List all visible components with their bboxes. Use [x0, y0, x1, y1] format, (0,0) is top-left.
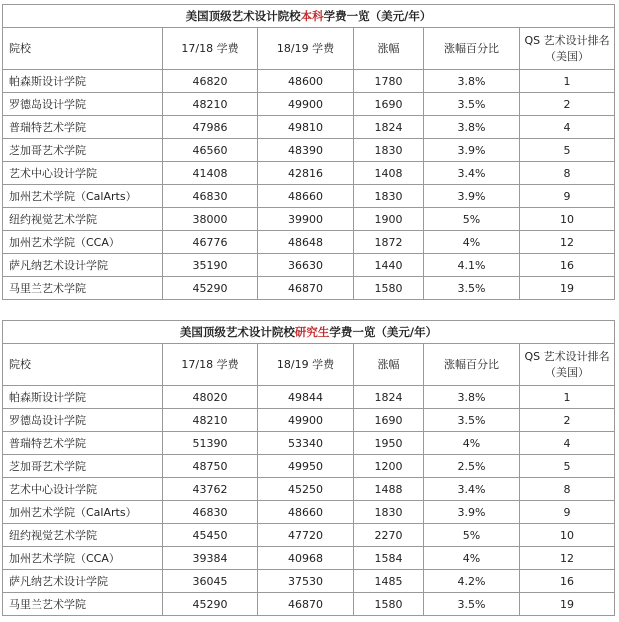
- table-cell: 加州艺术学院（CalArts）: [3, 501, 163, 524]
- table-cell: 4: [520, 116, 615, 139]
- table-cell: 5: [520, 455, 615, 478]
- table-cell: 4.1%: [424, 254, 520, 277]
- table-cell: 53340: [258, 432, 354, 455]
- column-header: QS 艺术设计排名（美国）: [520, 344, 615, 386]
- table-cell: 2270: [354, 524, 424, 547]
- table-row: [3, 185, 615, 208]
- table-cell: 48660: [258, 501, 354, 524]
- table-cell: 48600: [258, 70, 354, 93]
- table-cell: 48390: [258, 139, 354, 162]
- table-cell: 1580: [354, 277, 424, 300]
- table-cell: 1488: [354, 478, 424, 501]
- column-header: 涨幅百分比: [424, 28, 520, 70]
- table-cell: 加州艺术学院（CalArts）: [3, 185, 163, 208]
- table-cell: 1408: [354, 162, 424, 185]
- table-cell: 1485: [354, 570, 424, 593]
- table-cell: 5%: [424, 208, 520, 231]
- table-cell: 10: [520, 208, 615, 231]
- table-cell: 3.4%: [424, 162, 520, 185]
- table-cell: 46776: [163, 231, 258, 254]
- table-cell: 4%: [424, 231, 520, 254]
- table-cell: 37530: [258, 570, 354, 593]
- table-cell: 16: [520, 570, 615, 593]
- table-title-highlight: 研究生: [294, 325, 330, 339]
- table-row: [3, 70, 615, 93]
- table-row: [3, 432, 615, 455]
- table-cell: 45450: [163, 524, 258, 547]
- table-row: [3, 547, 615, 570]
- table-title-suffix: 学费一览（美元/年）: [329, 325, 438, 339]
- undergrad-tuition-table: [2, 4, 615, 300]
- table-cell: 8: [520, 162, 615, 185]
- column-header: 18/19 学费: [258, 344, 354, 386]
- table-row: [3, 455, 615, 478]
- table-cell: 41408: [163, 162, 258, 185]
- table-row: [3, 116, 615, 139]
- table-cell: 1584: [354, 547, 424, 570]
- table-cell: 5: [520, 139, 615, 162]
- table-cell: 46870: [258, 593, 354, 616]
- table-cell: 3.5%: [424, 277, 520, 300]
- table-cell: 马里兰艺术学院: [3, 277, 163, 300]
- table-cell: 45290: [163, 593, 258, 616]
- table-cell: 36045: [163, 570, 258, 593]
- column-header: 院校: [3, 344, 163, 386]
- table-cell: 3.8%: [424, 116, 520, 139]
- table-cell: 1824: [354, 116, 424, 139]
- table-cell: 47986: [163, 116, 258, 139]
- table-row: [3, 409, 615, 432]
- table-cell: 普瑞特艺术学院: [3, 432, 163, 455]
- table-cell: 38000: [163, 208, 258, 231]
- table-cell: 1200: [354, 455, 424, 478]
- table-cell: 3.5%: [424, 593, 520, 616]
- table-cell: 49950: [258, 455, 354, 478]
- table-cell: 1900: [354, 208, 424, 231]
- table-cell: 42816: [258, 162, 354, 185]
- table-cell: 48750: [163, 455, 258, 478]
- table-cell: 3.5%: [424, 93, 520, 116]
- table-cell: 1440: [354, 254, 424, 277]
- table-cell: 12: [520, 231, 615, 254]
- table-cell: 芝加哥艺术学院: [3, 139, 163, 162]
- table-title-prefix: 美国顶级艺术设计院校: [185, 9, 301, 23]
- table-cell: 48648: [258, 231, 354, 254]
- table-cell: 9: [520, 185, 615, 208]
- table-cell: 5%: [424, 524, 520, 547]
- table-cell: 19: [520, 277, 615, 300]
- table-row: [3, 93, 615, 116]
- table-cell: 4: [520, 432, 615, 455]
- table-cell: 49844: [258, 386, 354, 409]
- table-cell: 萨凡纳艺术设计学院: [3, 570, 163, 593]
- table-header-row: [3, 28, 615, 70]
- column-header: 18/19 学费: [258, 28, 354, 70]
- table-cell: 1830: [354, 139, 424, 162]
- table-cell: 19: [520, 593, 615, 616]
- table-cell: 纽约视觉艺术学院: [3, 524, 163, 547]
- table-cell: 1872: [354, 231, 424, 254]
- table-cell: 1780: [354, 70, 424, 93]
- table-row: [3, 139, 615, 162]
- column-header: QS 艺术设计排名（美国）: [520, 28, 615, 70]
- table-cell: 45250: [258, 478, 354, 501]
- table-title-suffix: 学费一览（美元/年）: [323, 9, 432, 23]
- table-cell: 1824: [354, 386, 424, 409]
- table-cell: 46830: [163, 185, 258, 208]
- table-body: [3, 5, 615, 300]
- table-cell: 3.9%: [424, 185, 520, 208]
- table-cell: 46870: [258, 277, 354, 300]
- table-title-row: [3, 321, 615, 344]
- table-cell: 1950: [354, 432, 424, 455]
- table-cell: 39384: [163, 547, 258, 570]
- table-row: [3, 162, 615, 185]
- table-cell: 16: [520, 254, 615, 277]
- table-body: [3, 321, 615, 616]
- table-cell: 43762: [163, 478, 258, 501]
- graduate-tuition-table: [2, 320, 615, 616]
- table-row: [3, 231, 615, 254]
- table-row: [3, 386, 615, 409]
- table-cell: 加州艺术学院（CCA）: [3, 231, 163, 254]
- table-cell: 12: [520, 547, 615, 570]
- table-row: [3, 524, 615, 547]
- table-cell: 3.8%: [424, 386, 520, 409]
- table-cell: 49900: [258, 409, 354, 432]
- column-header: 涨幅百分比: [424, 344, 520, 386]
- table-cell: 帕森斯设计学院: [3, 70, 163, 93]
- table-cell: 46560: [163, 139, 258, 162]
- table-cell: 罗德岛设计学院: [3, 409, 163, 432]
- table-cell: 8: [520, 478, 615, 501]
- table-title-row: [3, 5, 615, 28]
- table-row: [3, 501, 615, 524]
- table-row: [3, 570, 615, 593]
- table-title-prefix: 美国顶级艺术设计院校: [179, 325, 295, 339]
- table-cell: 1830: [354, 501, 424, 524]
- table-row: [3, 208, 615, 231]
- table-cell: 1: [520, 70, 615, 93]
- table-cell: 51390: [163, 432, 258, 455]
- table-cell: 47720: [258, 524, 354, 547]
- table-cell: 48210: [163, 409, 258, 432]
- table-cell: 2: [520, 409, 615, 432]
- column-header: 17/18 学费: [163, 28, 258, 70]
- table-cell: 3.9%: [424, 501, 520, 524]
- table-cell: 3.8%: [424, 70, 520, 93]
- table-cell: 1690: [354, 409, 424, 432]
- table-cell: 49810: [258, 116, 354, 139]
- column-header: 17/18 学费: [163, 344, 258, 386]
- table-row: [3, 254, 615, 277]
- table-cell: 10: [520, 524, 615, 547]
- table-cell: 1830: [354, 185, 424, 208]
- table-cell: 48660: [258, 185, 354, 208]
- table-cell: 1580: [354, 593, 424, 616]
- table-cell: 35190: [163, 254, 258, 277]
- table-cell: 罗德岛设计学院: [3, 93, 163, 116]
- table-cell: 纽约视觉艺术学院: [3, 208, 163, 231]
- table-cell: 加州艺术学院（CCA）: [3, 547, 163, 570]
- table-cell: 1690: [354, 93, 424, 116]
- table-cell: 48020: [163, 386, 258, 409]
- table-cell: 36630: [258, 254, 354, 277]
- table-cell: 普瑞特艺术学院: [3, 116, 163, 139]
- table-cell: 40968: [258, 547, 354, 570]
- table-title: [3, 321, 615, 344]
- table-title-highlight: 本科: [300, 9, 324, 23]
- table-cell: 萨凡纳艺术设计学院: [3, 254, 163, 277]
- table-cell: 马里兰艺术学院: [3, 593, 163, 616]
- table-cell: 2.5%: [424, 455, 520, 478]
- table-cell: 4%: [424, 432, 520, 455]
- column-header: 涨幅: [354, 344, 424, 386]
- table-cell: 48210: [163, 93, 258, 116]
- table-header-row: [3, 344, 615, 386]
- table-cell: 帕森斯设计学院: [3, 386, 163, 409]
- table-cell: 3.4%: [424, 478, 520, 501]
- table-cell: 3.5%: [424, 409, 520, 432]
- table-cell: 9: [520, 501, 615, 524]
- table-cell: 3.9%: [424, 139, 520, 162]
- table-cell: 芝加哥艺术学院: [3, 455, 163, 478]
- table-cell: 2: [520, 93, 615, 116]
- table-row: [3, 277, 615, 300]
- table-cell: 艺术中心设计学院: [3, 162, 163, 185]
- column-header: 院校: [3, 28, 163, 70]
- table-cell: 46830: [163, 501, 258, 524]
- table-cell: 4%: [424, 547, 520, 570]
- table-title: [3, 5, 615, 28]
- table-row: [3, 593, 615, 616]
- table-cell: 49900: [258, 93, 354, 116]
- table-cell: 46820: [163, 70, 258, 93]
- table-cell: 39900: [258, 208, 354, 231]
- table-cell: 4.2%: [424, 570, 520, 593]
- column-header: 涨幅: [354, 28, 424, 70]
- table-cell: 艺术中心设计学院: [3, 478, 163, 501]
- table-cell: 1: [520, 386, 615, 409]
- table-row: [3, 478, 615, 501]
- table-cell: 45290: [163, 277, 258, 300]
